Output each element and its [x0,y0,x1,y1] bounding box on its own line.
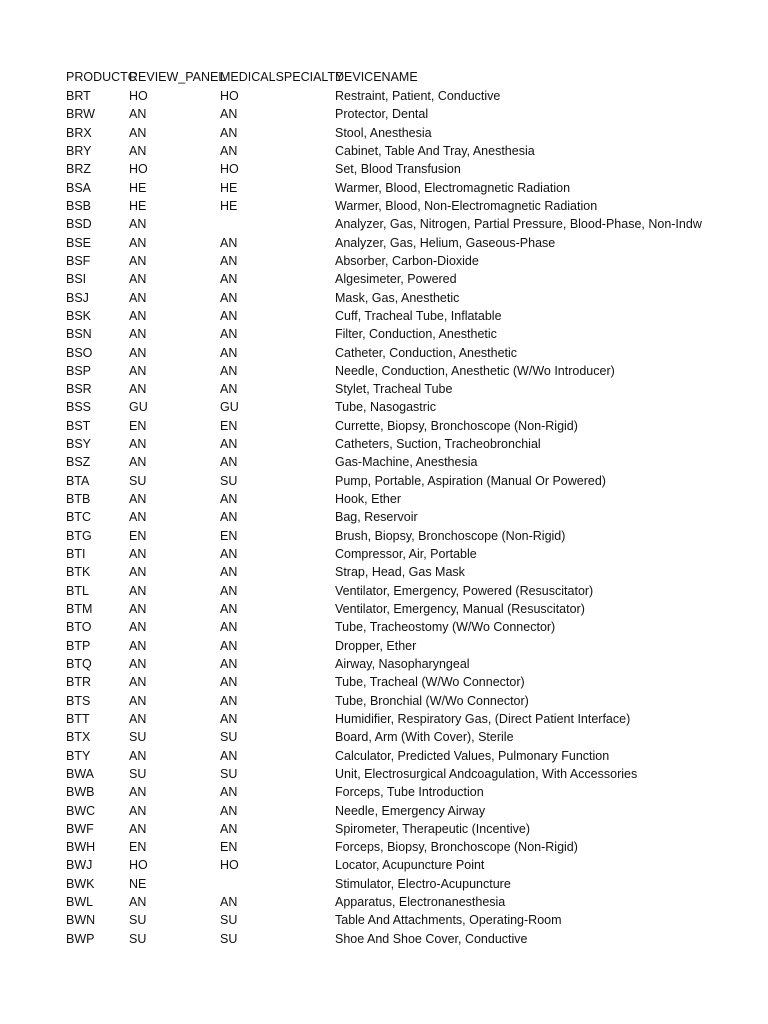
product-code-cell: BRY [66,144,92,158]
table-row [0,490,768,508]
product-code-cell: BSY [66,437,92,452]
review-panel-cell: SU [129,931,147,946]
device-name-cell: Absorber, Carbon-Dioxide [335,253,479,268]
device-name-cell: Compressor, Air, Portable [335,547,477,561]
column-header-device-name: DEVICENAME [335,70,418,84]
review-panel-cell: AN [129,455,147,470]
table-row [0,453,768,471]
medical-specialty-cell: AN [220,107,238,122]
product-code-cell: BSZ [66,455,91,470]
table-row [0,655,768,673]
review-panel-cell: AN [129,638,147,653]
review-panel-cell: AN [129,253,147,268]
table-row [0,582,768,600]
product-code-cell: BTA [66,473,90,488]
review-panel-cell: SU [129,913,147,928]
product-code-cell: BWP [66,931,95,946]
review-panel-cell: AN [129,693,147,708]
device-name-cell: Tube, Tracheostomy (W/Wo Connector) [335,620,556,635]
device-name-cell: Ventilator, Emergency, Manual (Resuscitator) [335,602,585,616]
review-panel-cell: HO [129,858,148,873]
medical-specialty-cell: AN [220,382,238,397]
device-name-cell: Protector, Dental [335,107,429,122]
column-header-productcode: PRODUCTC [66,70,137,84]
device-name-cell: Catheter, Conduction, Anesthetic [335,345,518,360]
review-panel-cell: AN [129,803,147,818]
device-name-cell: Shoe And Shoe Cover, Conductive [335,931,528,946]
table-row [0,710,768,728]
device-name-cell: Brush, Biopsy, Bronchoscope (Non-Rigid) [335,528,566,543]
device-name-cell: Filter, Conduction, Anesthetic [335,327,497,342]
medical-specialty-cell: AN [220,363,238,378]
table-row [0,270,768,288]
product-code-cell: BWF [66,821,94,836]
table-row [0,673,768,691]
medical-specialty-cell: AN [220,895,238,910]
review-panel-cell: EN [129,528,147,543]
product-code-cell: BWN [66,913,96,928]
medical-specialty-cell: EN [220,418,238,433]
table-row [0,435,768,453]
review-panel-cell: AN [129,107,147,122]
device-name-cell: Locator, Acupuncture Point [335,858,485,873]
medical-specialty-cell: SU [220,913,238,928]
review-panel-cell: HE [129,198,147,213]
medical-specialty-cell: SU [220,730,238,745]
table-row [0,875,768,893]
medical-specialty-cell: SU [220,931,238,946]
table-row [0,911,768,929]
review-panel-cell: AN [129,492,147,506]
medical-specialty-cell: AN [220,803,238,818]
table-row [0,618,768,636]
device-name-cell: Stool, Anesthesia [335,125,432,140]
product-code-cell: BSO [66,345,93,360]
device-name-cell: Tube, Nasogastric [335,400,436,415]
table-row [0,124,768,142]
review-panel-cell: AN [129,620,147,635]
medical-specialty-cell: HO [220,858,239,873]
review-panel-cell: HO [129,162,148,177]
review-panel-cell: EN [129,418,147,433]
medical-specialty-cell: AN [220,693,238,708]
medical-specialty-cell: AN [220,547,238,561]
table-row [0,307,768,325]
medical-specialty-cell: GU [220,400,239,415]
review-panel-cell: SU [129,766,147,781]
header-row [0,68,768,86]
product-code-cell: BSR [66,382,92,397]
medical-specialty-cell: AN [220,492,238,506]
review-panel-cell: AN [129,675,147,690]
table-row [0,600,768,618]
medical-specialty-cell: AN [220,785,238,800]
review-panel-cell: AN [129,327,147,342]
review-panel-cell: AN [129,235,147,250]
device-name-cell: Stimulator, Electro-Acupuncture [335,876,511,891]
table-row [0,637,768,655]
device-name-cell: Currette, Biopsy, Bronchoscope (Non-Rigid) [335,418,578,433]
product-code-cell: BWB [66,785,95,800]
device-name-cell: Unit, Electrosurgical Andcoagulation, With Accessories [335,766,638,781]
product-code-cell: BTR [66,675,91,690]
product-code-cell: BWL [66,895,94,910]
table-row [0,545,768,563]
product-code-cell: BTM [66,602,93,616]
device-name-cell: Stylet, Tracheal Tube [335,382,453,397]
product-code-cell: BSI [66,272,87,287]
device-name-cell: Analyzer, Gas, Nitrogen, Partial Pressure, Blood-Phase, Non-Indw [335,217,702,232]
review-panel-cell: AN [129,290,147,305]
device-name-cell: Forceps, Tube Introduction [335,785,484,800]
review-panel-cell: AN [129,345,147,360]
table-row [0,765,768,783]
table-row [0,893,768,911]
device-name-cell: Tube, Bronchial (W/Wo Connector) [335,693,529,708]
product-code-cell: BTT [66,711,90,726]
review-panel-cell: HE [129,180,147,195]
medical-specialty-cell: AN [220,308,238,323]
medical-specialty-cell: AN [220,437,238,452]
table-row [0,215,768,233]
device-name-cell: Table And Attachments, Operating-Room [335,913,562,928]
table-row [0,325,768,343]
medical-specialty-cell: HO [220,162,239,177]
table-row [0,398,768,416]
medical-specialty-cell: AN [220,565,238,580]
medical-specialty-cell: AN [220,345,238,360]
medical-specialty-cell: AN [220,235,238,250]
review-panel-cell: EN [129,840,147,855]
medical-specialty-cell: AN [220,290,238,305]
product-code-cell: BSP [66,363,92,378]
product-code-cell: BSD [66,217,92,232]
table-row [0,160,768,178]
table-row [0,820,768,838]
review-panel-cell: AN [129,565,147,580]
product-code-cell: BTY [66,748,91,763]
review-panel-cell: AN [129,602,147,616]
review-panel-cell: AN [129,363,147,378]
device-name-cell: Dropper, Ether [335,638,417,653]
product-code-cell: BWC [66,803,96,818]
table-row [0,417,768,435]
review-panel-cell: AN [129,437,147,452]
review-panel-cell: AN [129,382,147,397]
medical-specialty-cell [220,875,335,893]
device-name-cell: Tube, Tracheal (W/Wo Connector) [335,675,525,690]
product-code-cell: BTG [66,528,92,543]
table-row [0,527,768,545]
review-panel-cell: AN [129,125,147,140]
medical-specialty-cell: AN [220,821,238,836]
product-code-cell: BTX [66,730,91,745]
table-row [0,234,768,252]
review-panel-cell: AN [129,748,147,763]
medical-specialty-cell: AN [220,638,238,653]
medical-specialty-cell: SU [220,473,238,488]
medical-specialty-cell: AN [220,327,238,342]
device-name-cell: Apparatus, Electronanesthesia [335,895,506,910]
device-name-cell: Hook, Ether [335,492,402,506]
product-code-cell: BTS [66,693,91,708]
table-row [0,747,768,765]
review-panel-cell: AN [129,272,147,287]
review-panel-cell: GU [129,400,148,415]
product-code-cell: BTQ [66,656,92,671]
column-header-medical-specialty: MEDICALSPECIALTY [220,70,344,84]
device-name-cell: Forceps, Biopsy, Bronchoscope (Non-Rigid) [335,840,578,855]
device-name-cell: Bag, Reservoir [335,510,418,525]
device-name-cell: Gas-Machine, Anesthesia [335,455,478,470]
review-panel-cell: AN [129,510,147,525]
product-code-cell: BRX [66,125,92,140]
table-row [0,930,768,948]
table-row [0,380,768,398]
product-code-cell: BSF [66,253,91,268]
product-code-cell: BSN [66,327,92,342]
table-row [0,105,768,123]
review-panel-cell: AN [129,785,147,800]
product-code-cell: BTP [66,638,91,653]
medical-specialty-cell: AN [220,583,238,598]
product-code-cell: BTB [66,492,91,506]
medical-specialty-cell: AN [220,620,238,635]
medical-specialty-cell: HE [220,180,238,195]
table-row [0,783,768,801]
product-code-cell: BTL [66,583,89,598]
table-row [0,252,768,270]
product-code-cell: BSB [66,198,92,213]
medical-specialty-cell: AN [220,711,238,726]
product-code-cell: BWA [66,766,95,781]
device-name-cell: Humidifier, Respiratory Gas, (Direct Patient Interface) [335,711,631,726]
device-name-cell: Catheters, Suction, Tracheobronchial [335,437,541,452]
medical-specialty-cell: HE [220,198,238,213]
product-code-cell: BWK [66,876,95,891]
medical-specialty-cell: AN [220,144,238,158]
table-row [0,856,768,874]
product-code-cell: BSS [66,400,92,415]
product-code-cell: BWJ [66,858,93,873]
review-panel-cell: HO [129,89,148,103]
device-name-cell: Cabinet, Table And Tray, Anesthesia [335,144,535,158]
product-code-cell: BTC [66,510,91,525]
review-panel-cell: AN [129,821,147,836]
table-row [0,838,768,856]
device-name-cell: Ventilator, Emergency, Powered (Resuscitator) [335,583,594,598]
review-panel-cell: SU [129,730,147,745]
medical-specialty-cell: AN [220,125,238,140]
table-row [0,692,768,710]
product-code-cell: BTI [66,547,86,561]
table-row [0,802,768,820]
medical-specialty-cell: HO [220,89,239,103]
medical-specialty-cell: AN [220,602,238,616]
device-name-cell: Mask, Gas, Anesthetic [335,290,460,305]
medical-specialty-cell: AN [220,455,238,470]
product-code-cell: BSE [66,235,92,250]
column-header-review-panel: REVIEW_PANEL [129,70,226,84]
medical-specialty-cell: AN [220,675,238,690]
table-row [0,289,768,307]
device-name-cell: Cuff, Tracheal Tube, Inflatable [335,308,502,323]
device-name-cell: Spirometer, Therapeutic (Incentive) [335,821,531,836]
review-panel-cell: AN [129,217,147,232]
review-panel-cell: SU [129,473,147,488]
device-name-cell: Strap, Head, Gas Mask [335,565,465,580]
table-row [0,508,768,526]
product-code-cell: BRZ [66,162,91,177]
medical-specialty-cell: EN [220,528,238,543]
device-name-cell: Calculator, Predicted Values, Pulmonary Function [335,748,610,763]
table-row [0,344,768,362]
review-panel-cell: AN [129,711,147,726]
product-code-cell: BRW [66,107,95,122]
medical-specialty-cell: AN [220,272,238,287]
table-row [0,179,768,197]
device-name-cell: Needle, Emergency Airway [335,803,486,818]
table-row [0,563,768,581]
device-name-cell: Warmer, Blood, Electromagnetic Radiation [335,180,571,195]
review-panel-cell: AN [129,547,147,561]
medical-specialty-cell: AN [220,510,238,525]
product-code-cell: BST [66,418,91,433]
review-panel-cell: AN [129,656,147,671]
device-name-cell: Board, Arm (With Cover), Sterile [335,730,514,745]
device-name-cell: Restraint, Patient, Conductive [335,89,501,103]
medical-specialty-cell: AN [220,656,238,671]
review-panel-cell: AN [129,895,147,910]
review-panel-cell: AN [129,583,147,598]
product-code-cell: BWH [66,840,96,855]
table-row [0,142,768,160]
product-code-cell: BRT [66,89,91,103]
device-name-cell: Set, Blood Transfusion [335,162,461,177]
table-row [0,362,768,380]
device-name-cell: Needle, Conduction, Anesthetic (W/Wo Introducer) [335,363,615,378]
review-panel-cell: AN [129,308,147,323]
product-code-cell: BSK [66,308,92,323]
device-name-cell: Warmer, Blood, Non-Electromagnetic Radiation [335,198,598,213]
medical-specialty-cell: EN [220,840,238,855]
medical-specialty-cell: AN [220,748,238,763]
table-row [0,728,768,746]
table-row [0,197,768,215]
product-code-cell: BTK [66,565,91,580]
review-panel-cell: NE [129,876,147,891]
review-panel-cell: AN [129,144,147,158]
device-name-cell: Analyzer, Gas, Helium, Gaseous-Phase [335,235,556,250]
medical-specialty-cell [220,215,335,233]
product-code-cell: BTO [66,620,92,635]
product-code-cell: BSJ [66,290,89,305]
device-name-cell: Pump, Portable, Aspiration (Manual Or Powered) [335,473,606,488]
table-row [0,87,768,105]
device-name-cell: Airway, Nasopharyngeal [335,656,470,671]
device-name-cell: Algesimeter, Powered [335,272,457,287]
medical-specialty-cell: AN [220,253,238,268]
medical-specialty-cell: SU [220,766,238,781]
product-code-cell: BSA [66,180,92,195]
table-row [0,472,768,490]
